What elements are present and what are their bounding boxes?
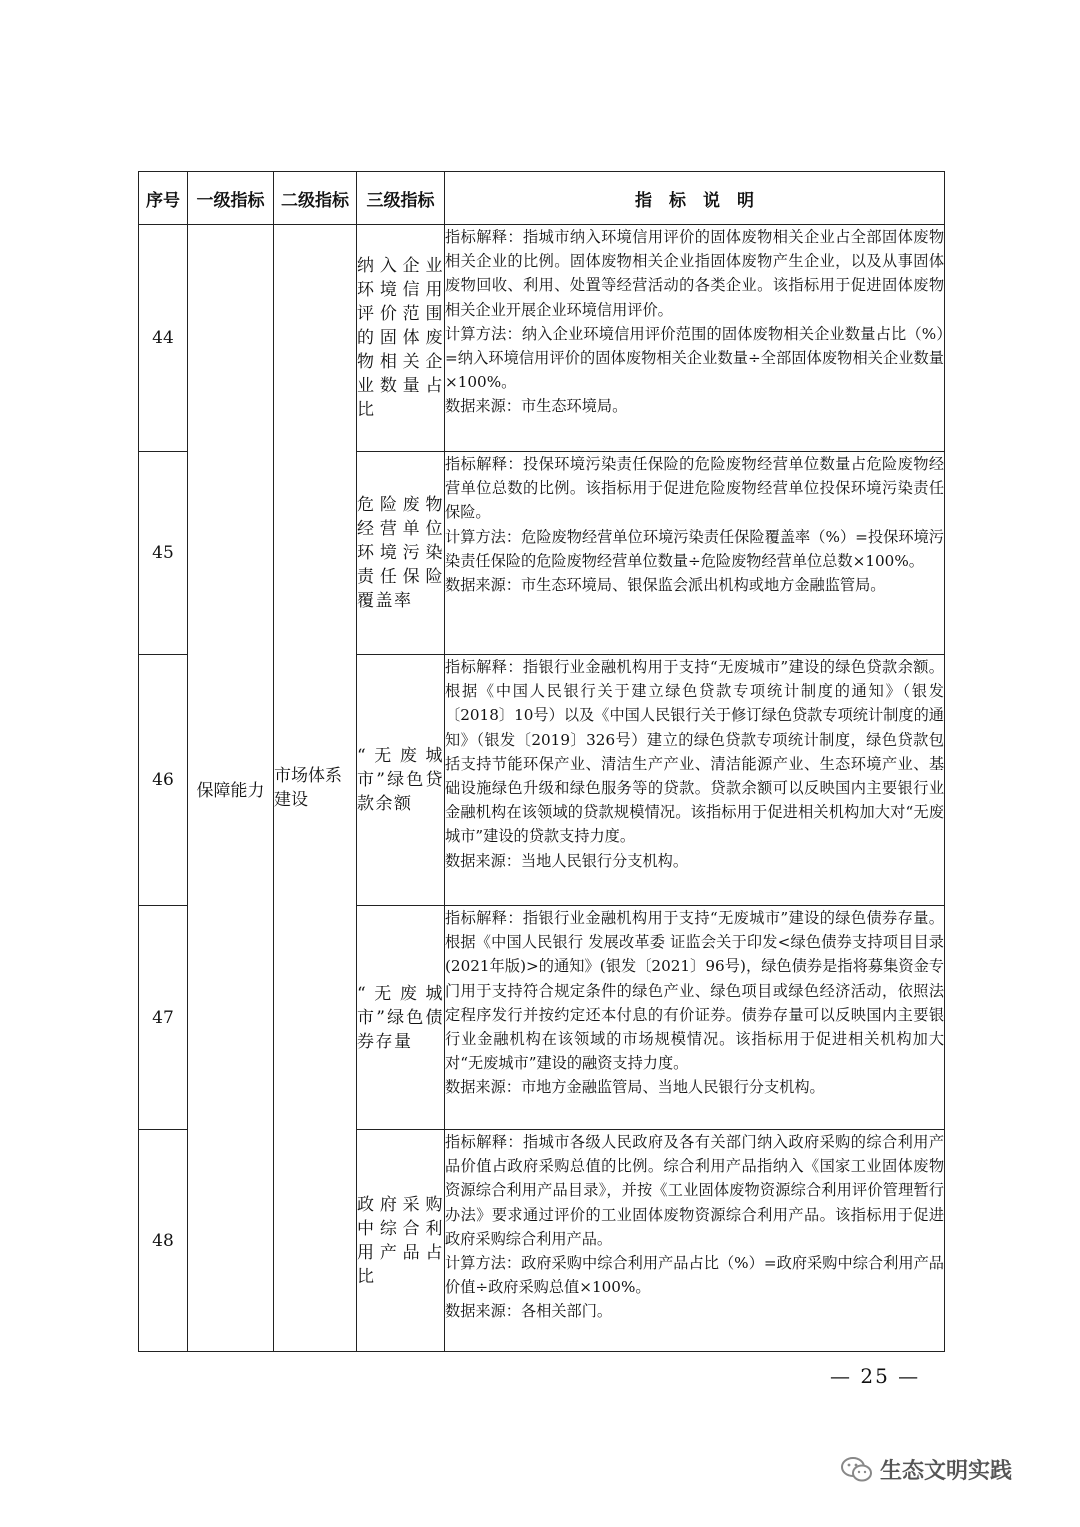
description-cell <box>445 452 945 655</box>
indicator-table <box>138 171 945 1352</box>
table-row <box>139 225 945 452</box>
row-number: 45 <box>139 452 188 655</box>
header-level1: 一级指标 <box>188 172 274 225</box>
desc-method: 计算方法：危险废物经营单位环境污染责任保险覆盖率（%）=投保环境污染责任保险的危险废物经营单位数量÷危险废物经营单位总数×100%。 <box>445 527 944 570</box>
description-cell <box>445 1130 945 1352</box>
page-number: — 25 — <box>830 1364 921 1388</box>
row-number: 48 <box>139 1130 188 1352</box>
desc-source: 数据来源：市生态环境局。 <box>445 397 628 416</box>
row-number: 47 <box>139 906 188 1130</box>
description-cell <box>445 655 945 906</box>
desc-method: 计算方法：政府采购中综合利用产品占比（%）=政府采购中综合利用产品价值÷政府采购总值×100%。 <box>445 1254 944 1297</box>
watermark <box>840 1454 1012 1485</box>
desc-explanation: 指标解释：投保环境污染责任保险的危险废物经营单位数量占危险废物经营单位总数的比例。该指标用于促进危险废物经营单位投保环境污染责任保险。 <box>445 455 944 522</box>
wechat-icon <box>840 1455 874 1485</box>
level1-cell: 保障能力 <box>188 225 274 1352</box>
desc-method: 计算方法：纳入企业环境信用评价范围的固体废物相关企业数量占比（%）=纳入环境信用评价的固体废物相关企业数量÷全部固体废物相关企业数量×100%。 <box>445 324 944 392</box>
level3-cell: 危险废物经营单位环境污染责任保险覆盖率 <box>357 452 445 655</box>
watermark-text: 生态文明实践 <box>880 1459 1013 1484</box>
header-description: 指 标 说 明 <box>445 172 945 225</box>
desc-explanation: 指标解释：指城市各级人民政府及各有关部门纳入政府采购的综合利用产品价值占政府采购总值的比例。综合利用产品指纳入《国家工业固体废物资源综合利用产品目录》，并按《工业固体废物资源综合利用评价管理暂行办法》要求通过评价的工业固体废物资源综合利用产品。该指标用于促进政府采购综合利用产品。 <box>445 1133 944 1248</box>
description-cell <box>445 225 945 452</box>
table-header-row <box>139 172 945 225</box>
desc-source: 数据来源：市生态环境局、银保监会派出机构或地方金融监管局。 <box>445 576 886 595</box>
desc-explanation: 指标解释：指银行业金融机构用于支持“无废城市”建设的绿色债券存量。根据《中国人民银行 发展改革委 证监会关于印发<绿色债券支持项目目录(2021年版)>的通知》(银发〔2021〕96号)，绿色债券是指将募集资金专门用于支持符合规定条件的绿色产业、绿色项目或绿色经济活动，依照法定程序发行并按约定还本付息的有价证券。债券存量可以反映国内主要银行业金融机构在该领域的市场规模情况。该指标用于促进相关机构加大对“无废城市”建设的融资支持力度。 <box>445 909 944 1073</box>
desc-source: 数据来源：市地方金融监管局、当地人民银行分支机构。 <box>445 1078 825 1097</box>
description-cell <box>445 906 945 1130</box>
header-seq: 序号 <box>139 172 188 225</box>
level3-cell: “无废城市”绿色贷款余额 <box>357 655 445 906</box>
row-number: 44 <box>139 225 188 452</box>
level3-cell: “无废城市”绿色债券存量 <box>357 906 445 1130</box>
header-level3: 三级指标 <box>357 172 445 225</box>
level3-cell: 政府采购中综合利用产品占比 <box>357 1130 445 1352</box>
desc-explanation: 指标解释：指城市纳入环境信用评价的固体废物相关企业占全部固体废物相关企业的比例。固体废物相关企业指固体废物产生企业，以及从事固体废物回收、利用、处置等经营活动的各类企业。该指标用于促进固体废物相关企业开展企业环境信用评价。 <box>445 228 944 319</box>
row-number: 46 <box>139 655 188 906</box>
desc-explanation: 指标解释：指银行业金融机构用于支持“无废城市”建设的绿色贷款余额。根据《中国人民银行关于建立绿色贷款专项统计制度的通知》（银发〔2018〕10号）以及《中国人民银行关于修订绿色贷款专项统计制度的通知》（银发〔2019〕326号）建立的绿色贷款专项统计制度，绿色贷款包括支持节能环保产业、清洁生产产业、清洁能源产业、生态环境产业、基础设施绿色升级和绿色服务等的贷款。贷款余额可以反映国内主要银行业金融机构在该领域的贷款规模情况。该指标用于促进相关机构加大对“无废城市”建设的贷款支持力度。 <box>445 658 944 846</box>
level3-cell: 纳入企业环境信用评价范围的固体废物相关企业数量占比 <box>357 225 445 452</box>
level2-cell: 市场体系建设 <box>274 225 357 1352</box>
header-level2: 二级指标 <box>274 172 357 225</box>
desc-source: 数据来源：各相关部门。 <box>445 1302 613 1321</box>
desc-source: 数据来源：当地人民银行分支机构。 <box>445 851 688 870</box>
